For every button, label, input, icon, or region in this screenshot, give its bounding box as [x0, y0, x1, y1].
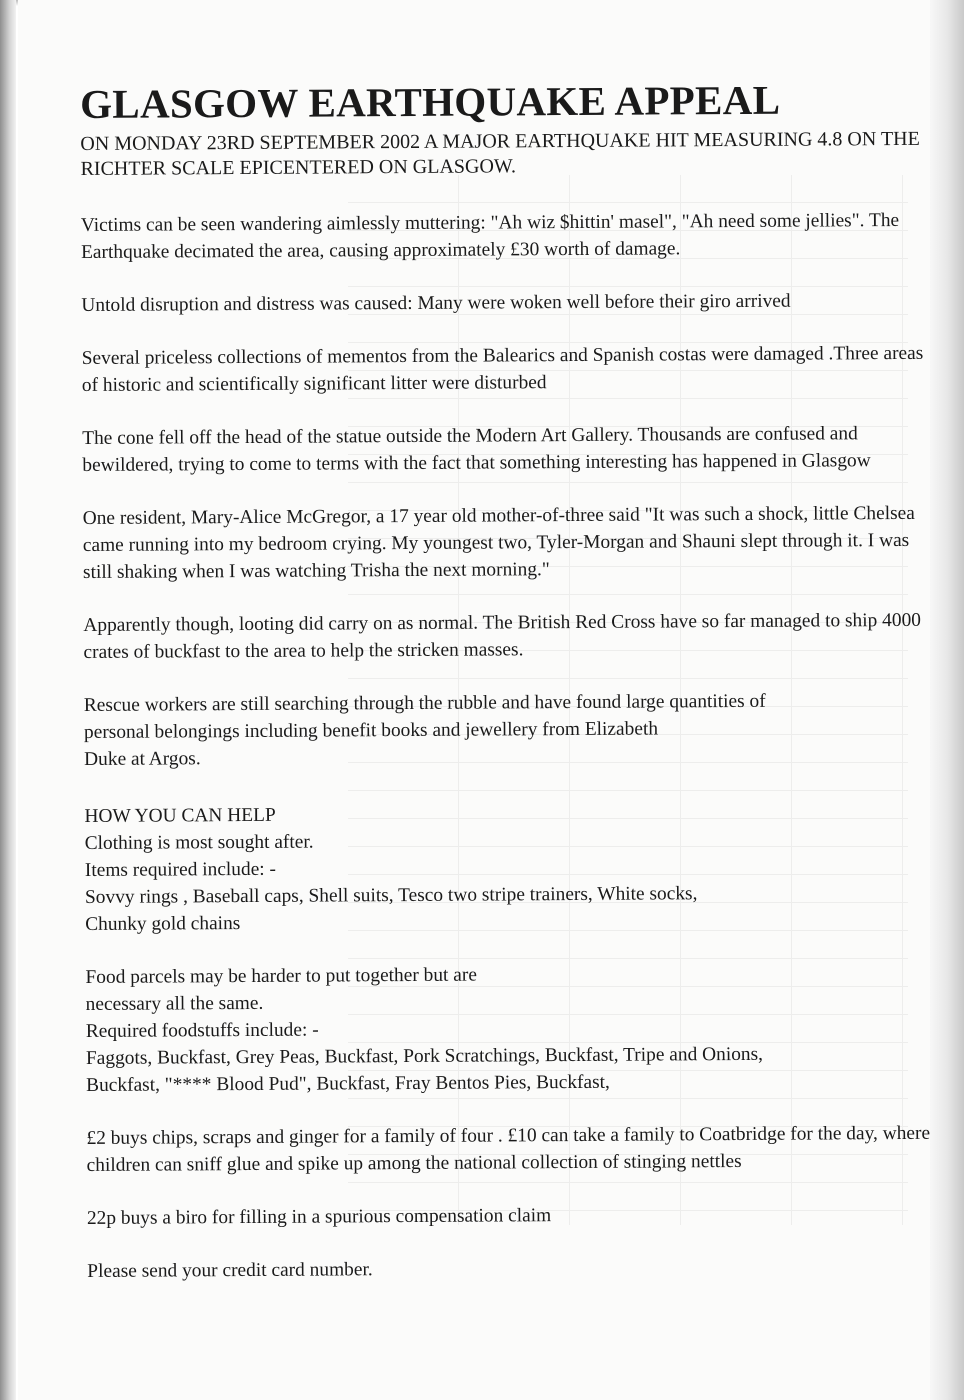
food-intro-line: Food parcels may be harder to put together but are [85, 964, 477, 988]
paragraph-biro: 22p buys a biro for filling in a spurious compensation claim [86, 1205, 552, 1229]
items-list-line: Sovvy rings , Baseball caps, Shell suits, Tesco two stripe trainers, White socks, [84, 883, 698, 908]
food-intro-line: necessary all the same. [85, 992, 264, 1015]
rescue-line: personal belongings including benefit books and jewellery from Elizabeth [83, 718, 659, 743]
foods-list-line: Faggots, Buckfast, Grey Peas, Buckfast, Pork Scratchings, Buckfast, Tripe and Onions, [85, 1043, 764, 1069]
foods-intro: Required foodstuffs include: - [85, 1019, 319, 1042]
paragraph-disruption: Untold disruption and distress was caused: Many were woken well before their giro arrived [81, 290, 791, 316]
document-content [80, 75, 937, 1285]
items-list-line: Chunky gold chains [85, 913, 241, 935]
scan-left-edge [0, 0, 16, 1400]
help-heading: HOW YOU CAN HELP [84, 804, 276, 827]
page-title: GLASGOW EARTHQUAKE APPEAL [80, 76, 781, 127]
paragraph-resident-quote: One resident, Mary-Alice McGregor, a 17 year old mother-of-three said "It was such a shock, little Chelsea came running into my bedroom crying. My youngest two, Tyler-Morgan and Shauni slept through it. I was still shaking when I was watching Trisha the next morning." [82, 502, 915, 583]
help-section [84, 798, 930, 938]
paragraph-donation: £2 buys chips, scraps and ginger for a family of four . £10 can take a family to Coatbridge for the day, where children can sniff glue and spike up among the national collection of stinging nettles [86, 1122, 931, 1176]
clothing-intro: Clothing is most sought after. [84, 831, 314, 854]
foods-list-line: Buckfast, "**** Blood Pud", Buckfast, Fray Bentos Pies, Buckfast, [86, 1071, 610, 1096]
food-section [85, 959, 931, 1099]
closing-line: Please send your credit card number. [87, 1259, 373, 1282]
paragraph-rescue [84, 687, 929, 773]
paragraph-mementos: Several priceless collections of mementos from the Balearics and Spanish costas were damaged .Three areas of historic and scientifically significant litter were disturbed [81, 342, 924, 396]
items-intro: Items required include: - [84, 858, 277, 881]
paragraph-victims: Victims can be seen wandering aimlessly muttering: "Ah wiz $hittin' masel", "Ah need some jellies". The Earthquake decimated the area, causing approximately £30 worth of damage. [80, 209, 900, 263]
page-subtitle: ON MONDAY 23RD SEPTEMBER 2002 A MAJOR EARTHQUAKE HIT MEASURING 4.8 ON THE RICHTER SCALE EPICENTERED ON GLASGOW. [80, 127, 920, 180]
paragraph-looting: Apparently though, looting did carry on as normal. The British Red Cross have so far managed to ship 4000 crates of buckfast to the area to help the stricken masses. [83, 609, 921, 663]
paragraph-statue: The cone fell off the head of the statue outside the Modern Art Gallery. Thousands are confused and bewildered, trying to come to terms with the fact that something interesting has happened in Glasgow [82, 423, 871, 476]
rescue-line: Rescue workers are still searching through the rubble and have found large quantities of [83, 690, 766, 716]
rescue-line: Duke at Argos. [84, 748, 201, 770]
